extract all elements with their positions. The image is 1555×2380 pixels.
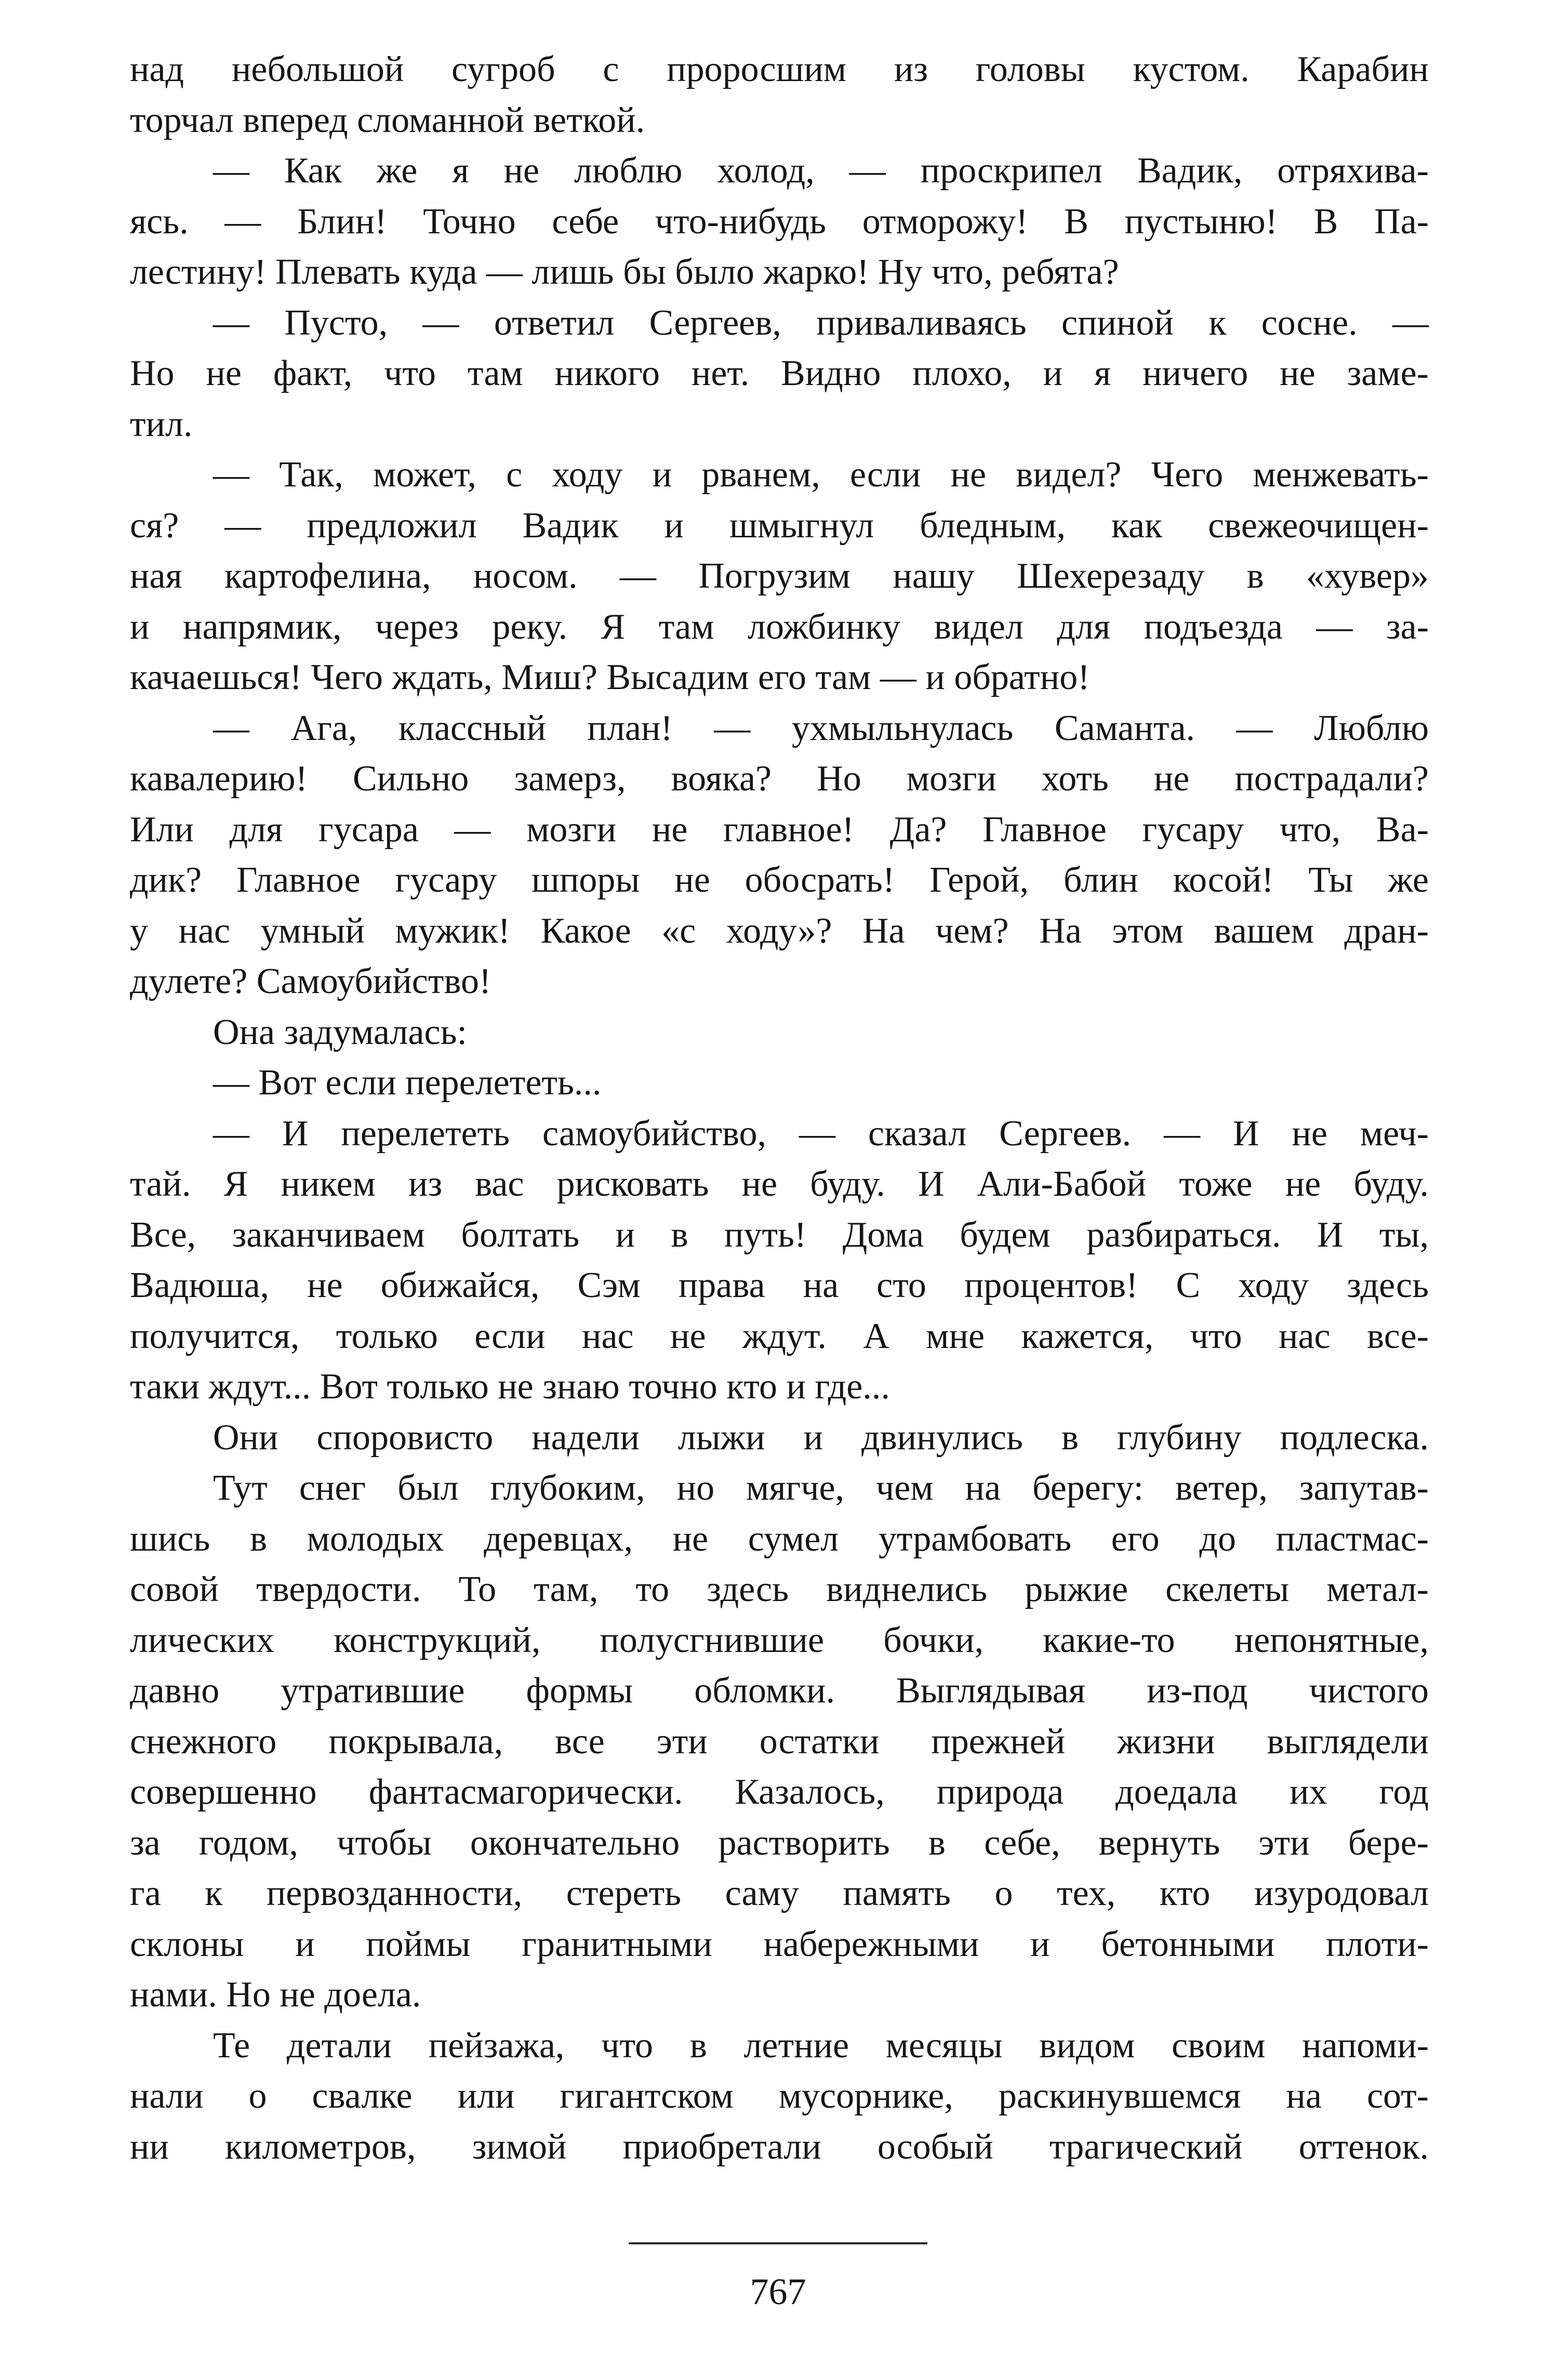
text-line: шись в молодых деревцах, не сумел утрамбовать его до пластмас- — [130, 1518, 1429, 1559]
text-line: совой твердости. То там, то здесь виднелись рыжие скелеты метал- — [130, 1569, 1429, 1609]
body-text — [130, 44, 1429, 2172]
text-line: дулете? Самоубийство! — [130, 961, 491, 1001]
text-line: тай. Я никем из вас рисковать не буду. И Али-Бабой тоже не буду. — [130, 1164, 1429, 1204]
text-line: га к первозданности, стереть саму память о тех, кто изуродовал — [130, 1873, 1429, 1913]
text-line: и напрямик, через реку. Я там ложбинку видел для подъезда — за- — [130, 606, 1429, 647]
text-line: — Пусто, — ответил Сергеев, приваливаясь спиной к сосне. — — [213, 302, 1429, 343]
text-line: у нас умный мужик! Какое «с ходу»? На чем? На этом вашем дран- — [130, 910, 1429, 951]
text-line: ная картофелина, носом. — Погрузим нашу Шехерезаду в «хувер» — [130, 556, 1429, 596]
text-line: — И перелететь самоубийство, — сказал Сергеев. — И не меч- — [213, 1113, 1429, 1154]
text-line: склоны и поймы гранитными набережными и бетонными плоти- — [130, 1924, 1429, 1964]
text-line: ясь. — Блин! Точно себе что-нибудь отморожу! В пустыню! В Па- — [130, 201, 1429, 242]
text-line: — Ага, классный план! — ухмыльнулась Саманта. — Люблю — [213, 708, 1429, 748]
text-line: Они споровисто надели лыжи и двинулись в глубину подлеска. — [213, 1417, 1429, 1458]
text-line: торчал вперед сломанной веткой. — [130, 100, 645, 140]
text-line: снежного покрывала, все эти остатки прежней жизни выглядели — [130, 1721, 1429, 1762]
text-line: давно утратившие формы обломки. Выглядывая из-под чистого — [130, 1671, 1429, 1711]
text-line: получится, только если нас не ждут. А мне кажется, что нас все- — [130, 1316, 1429, 1356]
text-line: нами. Но не доела. — [130, 1975, 421, 2015]
text-line: нали о свалке или гигантском мусорнике, раскинувшемся на сот- — [130, 2076, 1429, 2116]
text-line: Вадюша, не обижайся, Сэм права на сто процентов! С ходу здесь — [130, 1265, 1429, 1305]
text-line: — Так, может, с ходу и рванем, если не видел? Чего менжевать- — [213, 455, 1429, 495]
text-line: кавалерию! Сильно замерз, вояка? Но мозги хоть не пострадали? — [130, 759, 1429, 799]
text-line: дик? Главное гусару шпоры не обосрать! Герой, блин косой! Ты же — [130, 860, 1429, 900]
text-line: качаешься! Чего ждать, Миш? Высадим его там — и обратно! — [130, 657, 1090, 697]
text-line: лестину! Плевать куда — лишь бы было жарко! Ну что, ребята? — [130, 252, 1119, 292]
text-line: лических конструкций, полусгнившие бочки, какие-то непонятные, — [130, 1620, 1429, 1660]
text-line: — Как же я не люблю холод, — проскрипел Вадик, отряхива- — [213, 151, 1429, 191]
text-line: совершенно фантасмагорически. Казалось, природа доедала их год — [130, 1772, 1429, 1812]
page-number: 767 — [750, 2271, 806, 2312]
text-line: над небольшой сугроб с проросшим из головы кустом. Карабин — [130, 49, 1429, 89]
text-line: Тут снег был глубоким, но мягче, чем на берегу: ветер, запутав- — [213, 1468, 1429, 1508]
text-line: таки ждут... Вот только не знаю точно кто и где... — [130, 1367, 890, 1407]
text-line: Но не факт, что там никого нет. Видно плохо, и я ничего не заме- — [130, 353, 1429, 393]
text-line: ся? — предложил Вадик и шмыгнул бледным, как свежеочищен- — [130, 505, 1429, 546]
text-line: Те детали пейзажа, что в летние месяцы видом своим напоми- — [213, 2025, 1429, 2066]
text-line: Или для гусара — мозги не главное! Да? Главное гусару что, Ва- — [130, 809, 1429, 850]
text-line: тил. — [130, 404, 193, 444]
text-line: — Вот если перелететь... — [213, 1063, 602, 1103]
text-line: за годом, чтобы окончательно растворить в себе, вернуть эти бере- — [130, 1822, 1429, 1863]
footer-rule — [629, 2242, 927, 2244]
text-line: Она задумалась: — [213, 1012, 467, 1052]
text-line: Все, заканчиваем болтать и в путь! Дома будем разбираться. И ты, — [130, 1214, 1429, 1255]
text-line: ни километров, зимой приобретали особый трагический оттенок. — [130, 2126, 1429, 2167]
